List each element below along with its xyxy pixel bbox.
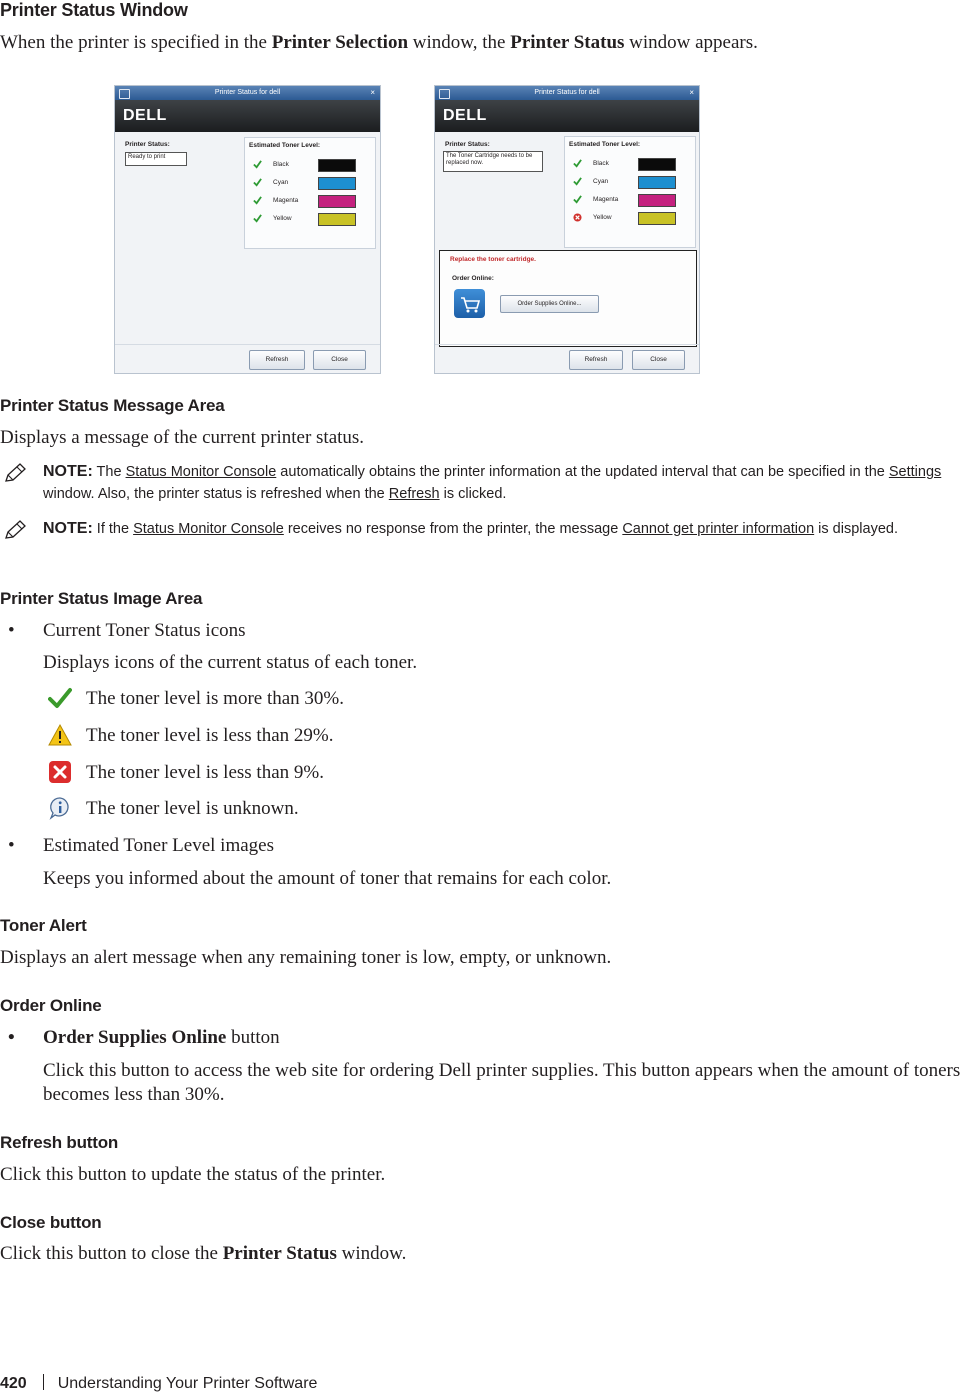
toner-name: Magenta bbox=[273, 197, 299, 204]
toner-row-black bbox=[573, 159, 691, 171]
window-title: Printer Status for dell bbox=[534, 89, 600, 96]
toner-row-black bbox=[253, 160, 371, 172]
toner-alert-message: Replace the toner cartridge. bbox=[450, 256, 536, 263]
toner-row-yellow bbox=[253, 214, 371, 226]
window-titlebar bbox=[115, 86, 380, 100]
order-online-label: Order Online: bbox=[452, 275, 494, 282]
estimated-toner-desc: Keeps you informed about the amount of toner that remains for each color. bbox=[43, 868, 612, 889]
message-area-body: Displays a message of the current printer status. bbox=[0, 427, 365, 448]
divider bbox=[115, 344, 380, 345]
toner-level-bar-cyan bbox=[318, 177, 356, 190]
toner-row-cyan bbox=[573, 177, 691, 189]
shopping-cart-icon bbox=[454, 289, 485, 318]
toner-level-bar-black bbox=[318, 159, 356, 172]
toner-panel-title: Estimated Toner Level: bbox=[569, 141, 641, 148]
check-icon bbox=[253, 160, 262, 169]
icon-desc-check: The toner level is more than 30%. bbox=[86, 688, 345, 709]
heading-toner-alert: Toner Alert bbox=[0, 916, 87, 935]
order-supplies-item: Order Supplies Online button bbox=[43, 1027, 280, 1048]
heading-refresh-button: Refresh button bbox=[0, 1133, 119, 1152]
order-supplies-online-button[interactable]: Order Supplies Online... bbox=[500, 295, 599, 313]
check-icon bbox=[573, 177, 582, 186]
toner-name: Magenta bbox=[593, 196, 619, 203]
heading-image-area: Printer Status Image Area bbox=[0, 589, 203, 608]
close-button[interactable]: Close bbox=[313, 350, 366, 370]
window-titlebar bbox=[435, 86, 699, 100]
toner-level-bar-yellow bbox=[318, 213, 356, 226]
toner-alert-panel bbox=[439, 250, 697, 347]
check-icon bbox=[253, 178, 262, 187]
note-pencil-icon bbox=[4, 463, 30, 483]
toner-level-bar-yellow bbox=[638, 212, 676, 225]
check-icon bbox=[573, 195, 582, 204]
icon-desc-info: The toner level is unknown. bbox=[86, 798, 299, 819]
note-no-response: NOTE: If the Status Monitor Console receives no response from the printer, the message Cannot get printer information is displayed. bbox=[0, 518, 960, 540]
chapter-title: Understanding Your Printer Software bbox=[57, 1375, 318, 1392]
toner-level-bar-magenta bbox=[318, 195, 356, 208]
check-icon bbox=[48, 686, 72, 710]
page-number: 420 bbox=[0, 1375, 27, 1392]
dell-logo-banner: DELL bbox=[435, 100, 699, 132]
toner-status-icons-desc: Displays icons of the current status of each toner. bbox=[43, 652, 418, 673]
error-icon bbox=[573, 213, 582, 222]
refresh-body: Click this button to update the status of the printer. bbox=[0, 1164, 386, 1185]
refresh-button[interactable]: Refresh bbox=[249, 350, 305, 370]
intro-paragraph: When the printer is specified in the Printer Selection window, the Printer Status window appears. bbox=[0, 32, 758, 53]
printer-status-label: Printer Status: bbox=[125, 141, 170, 148]
toner-row-magenta bbox=[253, 196, 371, 208]
toner-status-icons-item: Current Toner Status icons bbox=[43, 620, 246, 641]
toner-name: Cyan bbox=[593, 178, 609, 185]
window-close-icon[interactable]: × bbox=[689, 88, 694, 97]
estimated-toner-item: Estimated Toner Level images bbox=[43, 835, 274, 856]
check-icon bbox=[253, 214, 262, 223]
toner-name: Cyan bbox=[273, 179, 289, 186]
printer-status-message: Ready to print bbox=[125, 152, 187, 166]
printer-status-label: Printer Status: bbox=[445, 141, 490, 148]
toner-name: Black bbox=[273, 161, 289, 168]
toner-row-yellow bbox=[573, 213, 691, 225]
close-button[interactable]: Close bbox=[632, 350, 685, 370]
error-icon bbox=[48, 760, 72, 784]
order-supplies-desc: Click this button to access the web site for ordering Dell printer supplies. This button appears when the amount of toners becomes less than 30%. bbox=[43, 1060, 961, 1105]
info-icon bbox=[48, 796, 72, 820]
heading-message-area: Printer Status Message Area bbox=[0, 396, 225, 415]
bullet: • bbox=[8, 835, 15, 856]
estimated-toner-panel bbox=[564, 136, 696, 248]
toner-row-cyan bbox=[253, 178, 371, 190]
icon-desc-error: The toner level is less than 9%. bbox=[86, 762, 324, 783]
toner-level-bar-black bbox=[638, 158, 676, 171]
window-menu-icon[interactable] bbox=[119, 89, 130, 99]
divider bbox=[435, 344, 699, 345]
warning-icon bbox=[48, 723, 72, 747]
refresh-button[interactable]: Refresh bbox=[569, 350, 623, 370]
close-body: Click this button to close the Printer Status window. bbox=[0, 1243, 407, 1264]
printer-status-window-alert bbox=[434, 85, 700, 374]
toner-panel-title: Estimated Toner Level: bbox=[249, 142, 321, 149]
heading-order-online: Order Online bbox=[0, 996, 102, 1015]
bullet: • bbox=[8, 620, 15, 641]
check-icon bbox=[253, 196, 262, 205]
toner-row-magenta bbox=[573, 195, 691, 207]
window-menu-icon[interactable] bbox=[439, 89, 450, 99]
window-title: Printer Status for dell bbox=[214, 89, 281, 96]
check-icon bbox=[573, 159, 582, 168]
toner-name: Black bbox=[593, 160, 609, 167]
toner-level-bar-cyan bbox=[638, 176, 676, 189]
page-footer bbox=[0, 1374, 317, 1393]
dell-logo-banner: DELL bbox=[115, 100, 380, 132]
toner-name: Yellow bbox=[593, 214, 612, 221]
printer-status-message: The Toner Cartridge needs to be replaced now. bbox=[443, 151, 543, 172]
toner-alert-body: Displays an alert message when any remaining toner is low, empty, or unknown. bbox=[0, 947, 612, 968]
note-auto-refresh: NOTE: The Status Monitor Console automatically obtains the printer information at the updated interval that can be specified in the Settings window. Also, the printer status is refreshed when the Refresh is clicked. bbox=[0, 461, 960, 505]
toner-level-bar-magenta bbox=[638, 194, 676, 207]
heading-close-button: Close button bbox=[0, 1213, 102, 1232]
estimated-toner-panel bbox=[244, 137, 376, 249]
toner-name: Yellow bbox=[273, 215, 292, 222]
bullet: • bbox=[8, 1027, 15, 1048]
note-pencil-icon bbox=[4, 520, 30, 540]
printer-status-window-ready bbox=[114, 85, 381, 374]
section-title: Printer Status Window bbox=[0, 0, 188, 20]
icon-desc-warning: The toner level is less than 29%. bbox=[86, 725, 334, 746]
footer-divider bbox=[43, 1374, 44, 1390]
window-close-icon[interactable]: × bbox=[370, 88, 375, 97]
